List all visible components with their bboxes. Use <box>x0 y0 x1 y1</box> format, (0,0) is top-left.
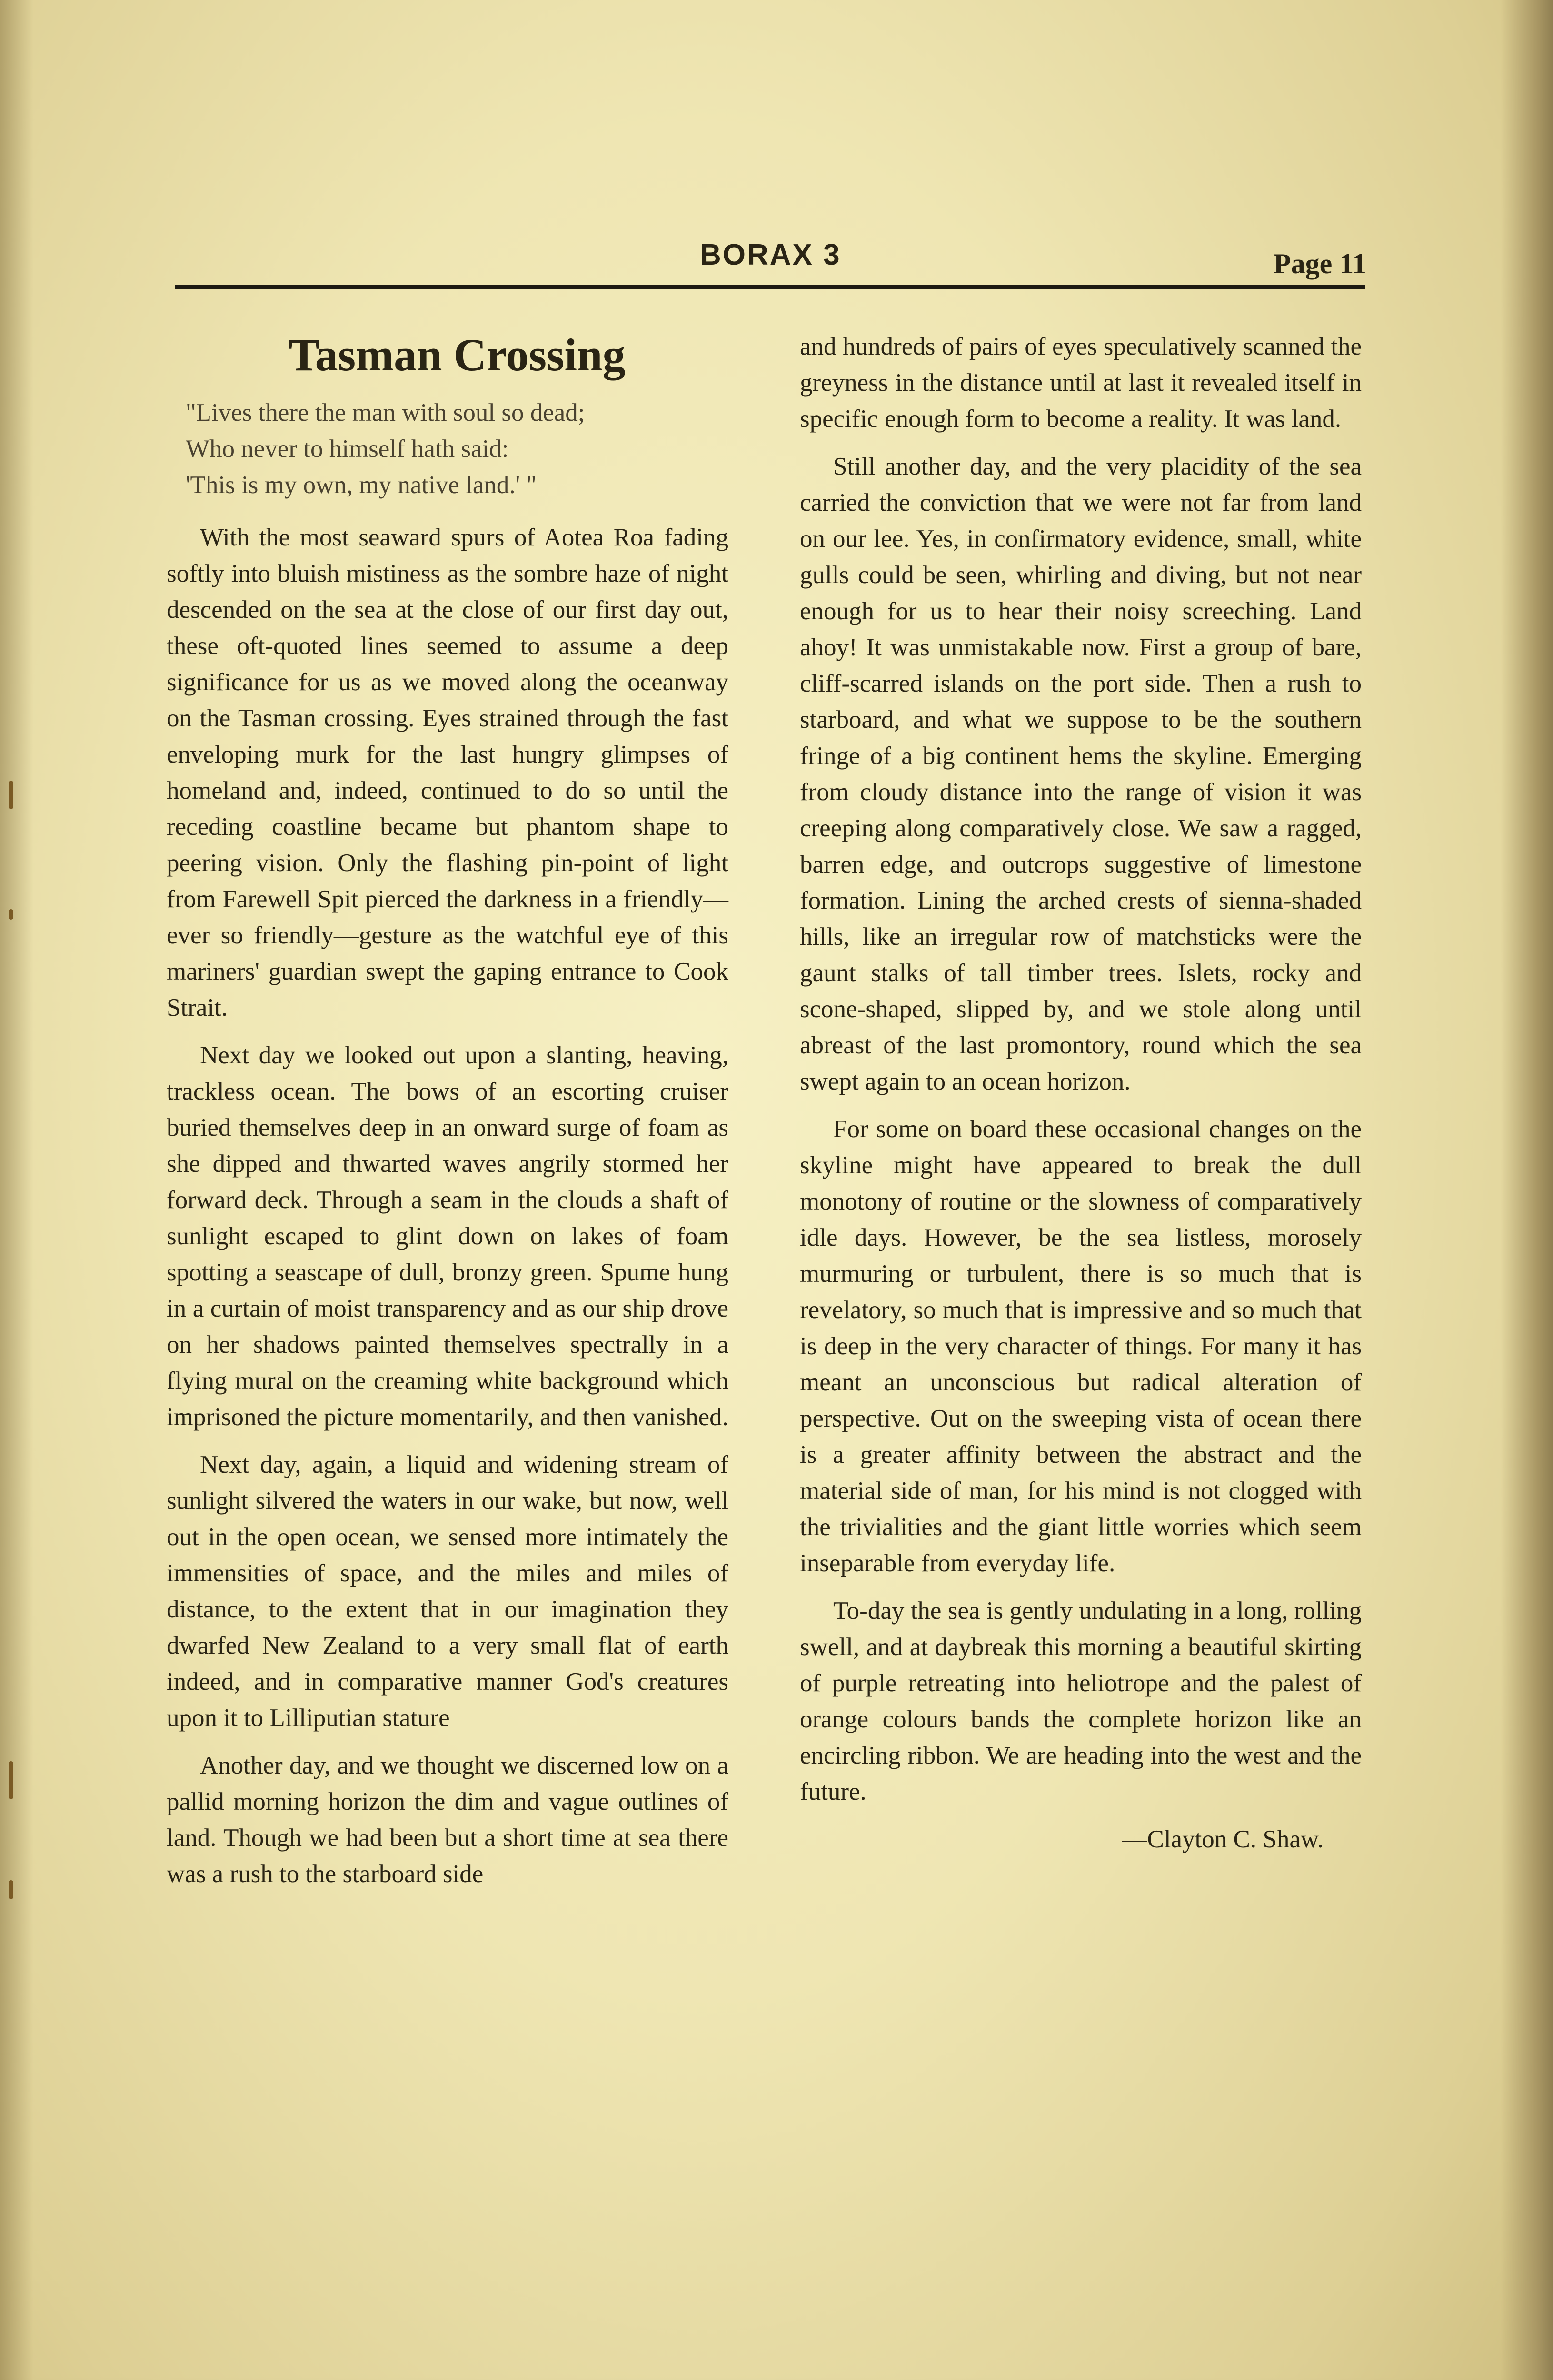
margin-mark <box>9 1880 13 1899</box>
margin-mark <box>9 781 13 809</box>
paragraph: To-day the sea is gently undulating in a long, rolling swell, and at daybreak this morning a beautiful skirting of purple retreating into heliotrope and the palest of orange colours bands the complete horizon like an encircling ribbon. We are heading into the west and the future. <box>800 1597 1362 1805</box>
epigraph-line: "Lives there the man with soul so dead; <box>186 399 585 426</box>
bottom-shadow <box>0 2377 1553 2380</box>
paragraph: Next day, again, a liquid and widening stream of sunlight silvered the waters in our wake, but now, well out in the open ocean, we sensed more intimately the immensities of space, and the miles and miles of distance, to the extent that in our imagination they dwarfed New Zealand to a very small flat of earth indeed, and in comparative manner God's creatures upon it to Lilliputian stature <box>167 1451 728 1732</box>
paragraph: Another day, and we thought we discerned low on a pallid morning horizon the dim and vague outlines of land. Though we had been but a short time at sea there was a rush to the starboard side <box>167 1752 728 1888</box>
paragraph: With the most seaward spurs of Aotea Roa fading softly into bluish mistiness as the sombre haze of night descended on the sea at the close of our first day out, these oft-quoted lines seemed to assume a deep significance for us as we moved along the oceanway on the Tasman crossing. Eyes strained through the fast enveloping murk for the last hungry glimpses of homeland and, indeed, continued to do so until the receding coastline became but phantom shape to peering vision. Only the flashing pin-point of light from Farewell Spit pierced the darkness in a friendly—ever so friendly—gesture as the watchful eye of this mariners' guardian swept the gaping entrance to Cook Strait. <box>167 524 728 1021</box>
paragraph: and hundreds of pairs of eyes speculatively scanned the greyness in the distance until at last it revealed itself in specific enough form to become a reality. It was land. <box>800 333 1362 433</box>
page-header <box>176 224 1366 305</box>
page-edge <box>1501 0 1553 2380</box>
paragraph: Still another day, and the very placidity of the sea carried the conviction that we were not far from land on our lee. Yes, in confirmatory evidence, small, white gulls could be seen, whirling and diving, but not near enough for us to hear their noisy screeching. Land ahoy! It was unmistakable now. First a group of bare, cliff-scarred islands on the port side. Then a rush to starboard, and what we suppose to be the southern fringe of a big continent hems the skyline. Emerging from cloudy distance into the range of vision it was creeping along comparatively close. We saw a ragged, barren edge, and outcrops suggestive of limestone formation. Lining the arched crests of sienna-shaded hills, like an irregular row of matchsticks were the gaunt stalks of tall timber trees. Islets, rocky and scone-shaped, slipped by, and we stole along until abreast of the last promontory, round which the sea swept again to an ocean horizon. <box>800 453 1362 1095</box>
margin-mark <box>9 1761 13 1799</box>
running-head: BORAX 3 <box>700 238 841 271</box>
epigraph-line: 'This is my own, my native land.' " <box>186 471 537 499</box>
header-rule <box>175 285 1365 289</box>
binding-shadow <box>0 0 33 2380</box>
page-number: Page 11 <box>1274 248 1366 279</box>
paragraph: Next day we looked out upon a slanting, heaving, trackless ocean. The bows of an escorting cruiser buried themselves deep in an onward surge of foam as she dipped and thwarted waves angrily stormed her forward deck. Through a seam in the clouds a shaft of sunlight escaped to glint down on lakes of foam spotting a seascape of dull, bronzy green. Spume hung in a curtain of moist transparency and as our ship drove on her shadows painted themselves spectrally in a flying mural on the creaming white background which imprisoned the picture momentarily, and then vanished. <box>167 1041 728 1431</box>
right-column <box>800 328 1362 1857</box>
epigraph <box>186 395 728 503</box>
article-title: Tasman Crossing <box>289 329 626 380</box>
paragraph: For some on board these occasional changes on the skyline might have appeared to break the dull monotony of routine or the slowness of comparatively idle days. However, be the sea listless, morosely murmuring or turbulent, there is so much that is revelatory, so much that is impressive and so much that is deep in the very character of things. For many it has meant an unconscious but radical alteration of perspective. Out on the sweeping vista of ocean there is a greater affinity between the abstract and the material side of man, for his mind is not clogged with the trivialities and the giant little worries which seem inseparable from everyday life. <box>800 1115 1362 1577</box>
margin-mark <box>9 909 13 920</box>
author-signature: —Clayton C. Shaw. <box>1122 1825 1324 1853</box>
epigraph-line: Who never to himself hath said: <box>186 435 509 463</box>
left-column <box>167 328 728 1904</box>
